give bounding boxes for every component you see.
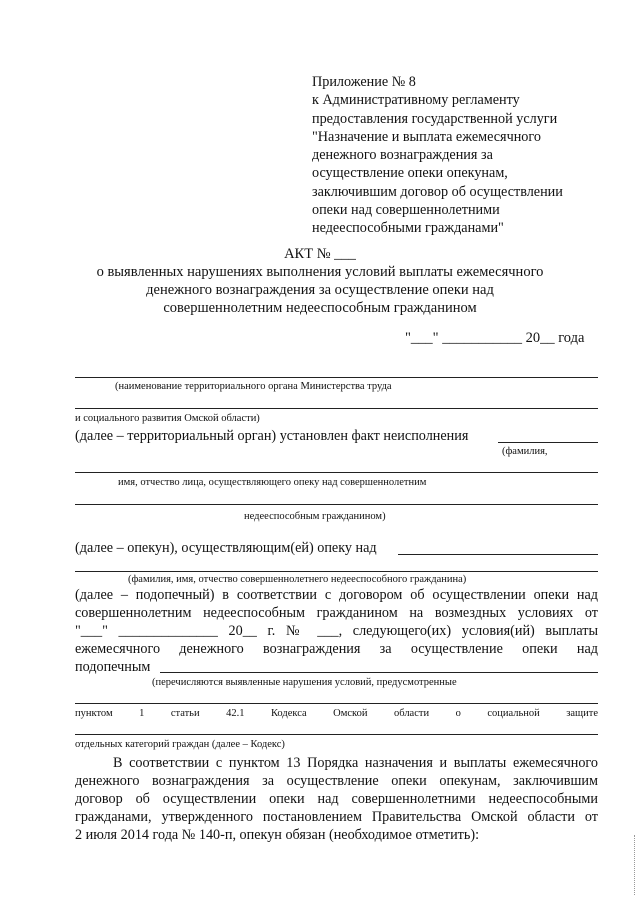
caption-point: пунктом 1 статьи 42.1 Кодекса Омской области о социальной защите — [75, 708, 598, 719]
caption-surname: (фамилия, — [502, 446, 548, 457]
appendix-line: недееспособными гражданами" — [312, 220, 504, 237]
caption-codex: отдельных категорий граждан (далее – Кодекс) — [75, 739, 285, 750]
guardian-blank-line — [75, 472, 598, 473]
ward-label: подопечным — [75, 659, 151, 675]
appendix-line: денежного вознаграждения за — [312, 147, 493, 164]
caption-org: (наименование территориального органа Министерства труда — [115, 381, 392, 392]
appendix-line: осуществление опеки опекунам, — [312, 165, 508, 182]
appendix-header — [312, 73, 563, 238]
para1-line: совершеннолетним недееспособным гражданином на возмездных условиях от — [75, 605, 598, 621]
document-title — [0, 245, 640, 317]
appendix-line: к Административному регламенту — [312, 92, 520, 109]
ward-blank-line-2 — [75, 571, 598, 572]
violations-blank-line — [160, 672, 598, 673]
caption-violations: (перечисляются выявленные нарушения условий, предусмотренные — [152, 677, 457, 688]
appendix-line: опеки над совершеннолетними — [312, 202, 500, 219]
para2-line: гражданами, утвержденного постановлением Правительства Омской области от — [75, 809, 598, 825]
appendix-line: заключившим договор об осуществлении — [312, 183, 563, 200]
org-blank-line — [75, 377, 598, 378]
title-line: о выявленных нарушениях выполнения условий выплаты ежемесячного — [96, 264, 544, 280]
title-line: денежного вознаграждения за осуществление опеки над — [146, 282, 494, 298]
ward-blank-line — [398, 554, 598, 555]
violations-blank-line-2 — [75, 703, 598, 704]
fact-text: (далее – территориальный орган) установлен факт неисполнения — [75, 428, 469, 444]
guardian-blank-line-2 — [75, 504, 598, 505]
caption-ward: (фамилия, имя, отчество совершеннолетнего недееспособного гражданина) — [128, 574, 467, 585]
org-continuation: и социального развития Омской области) — [75, 413, 260, 424]
para2-line: В соответствии с пунктом 13 Порядка назначения и выплаты ежемесячного — [113, 755, 598, 771]
para1-line: ежемесячного денежного вознаграждения за осуществление опеки над — [75, 641, 598, 657]
para2-line: денежного вознаграждения за осуществление опеки опекунам, заключившим — [75, 773, 598, 789]
caption-incapable: недееспособным гражданином) — [244, 511, 386, 522]
appendix-line: предоставления государственной услуги — [312, 110, 558, 127]
guardian-text: (далее – опекун), осуществляющим(ей) опеку над — [75, 540, 377, 556]
title-line: совершеннолетним недееспособным гражданином — [163, 300, 477, 316]
caption-guardian-name: имя, отчество лица, осуществляющего опеку над совершеннолетним — [118, 477, 427, 488]
para1-line: (далее – подопечный) в соответствии с договором об осуществлении опеки над — [75, 587, 598, 603]
appendix-line: "Назначение и выплата ежемесячного — [312, 128, 541, 145]
org-blank-line-2 — [75, 408, 598, 409]
date-line: "___" ___________ 20__ года — [405, 330, 585, 346]
violations-blank-line-3 — [75, 734, 598, 735]
surname-blank-line — [498, 442, 598, 443]
para2-last-line: 2 июля 2014 года № 140-п, опекун обязан (необходимое отметить): — [75, 827, 480, 843]
appendix-line: Приложение № 8 — [312, 74, 416, 90]
act-number: АКТ № ___ — [284, 246, 356, 262]
para1-line: "___" ______________ 20__ г. № ___, следующего(их) условия(ий) выплаты — [75, 623, 598, 639]
para2-line: договор об осуществлении опеки над совершеннолетними недееспособными — [75, 791, 598, 807]
scan-edge-mark — [634, 835, 637, 895]
